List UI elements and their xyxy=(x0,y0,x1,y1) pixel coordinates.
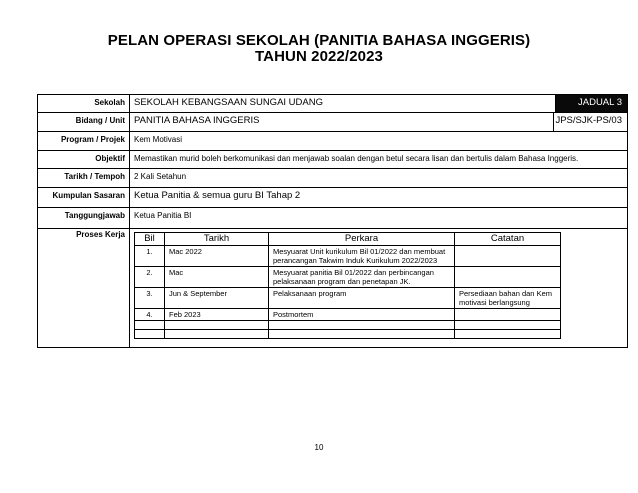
table-row xyxy=(135,330,561,339)
value-tanggungjawab: Ketua Panitia BI xyxy=(134,211,192,220)
table-row xyxy=(135,246,561,267)
label-tarikh: Tarikh / Tempoh xyxy=(38,169,130,187)
label-objektif: Objektif xyxy=(38,151,130,168)
cell-perkara: Postmortem xyxy=(269,309,455,321)
cell-tarikh xyxy=(165,330,269,339)
cell-bil: 2. xyxy=(135,267,165,288)
process-table-header xyxy=(135,233,561,246)
cell-perkara: Mesyuarat Unit kurikulum Bil 01/2022 dan membuat perancangan Takwim Induk Kurikulum 2022/2023 xyxy=(269,246,455,267)
value-objektif: Memastikan murid boleh berkomunikasi dan menjawab soalan dengan betul secara lisan dan bertulis dalam Bahasa Inggeris. xyxy=(134,154,579,163)
label-program: Program / Projek xyxy=(38,132,130,150)
table-row xyxy=(135,267,561,288)
cell-catatan xyxy=(455,330,561,339)
cell-catatan xyxy=(455,267,561,288)
table-row xyxy=(135,321,561,330)
cell-catatan: Persediaan bahan dan Kem motivasi berlangsung xyxy=(455,288,561,309)
row-bidang xyxy=(38,113,627,132)
cell-bil: 1. xyxy=(135,246,165,267)
cell-catatan xyxy=(455,246,561,267)
value-sekolah: SEKOLAH KEBANGSAAN SUNGAI UDANG xyxy=(134,97,323,108)
cell-bil xyxy=(135,321,165,330)
value-tarikh: 2 Kali Setahun xyxy=(134,172,187,181)
cell-tarikh: Mac xyxy=(165,267,269,288)
cell-tarikh: Jun & September xyxy=(165,288,269,309)
label-kumpulan: Kumpulan Sasaran xyxy=(38,188,130,207)
row-tarikh xyxy=(38,169,627,188)
cell-bil: 4. xyxy=(135,309,165,321)
value-program: Kem Motivasi xyxy=(134,135,183,144)
label-tanggungjawab: Tanggungjawab xyxy=(38,208,130,228)
table-row xyxy=(135,288,561,309)
value-kumpulan: Ketua Panitia & semua guru BI Tahap 2 xyxy=(134,190,301,201)
cell-perkara: Pelaksanaan program xyxy=(269,288,455,309)
cell-bil: 3. xyxy=(135,288,165,309)
cell-catatan xyxy=(455,309,561,321)
row-tanggungjawab xyxy=(38,208,627,229)
cell-bil xyxy=(135,330,165,339)
cell-perkara xyxy=(269,321,455,330)
row-kumpulan xyxy=(38,188,627,208)
cell-perkara: Mesyuarat panitia Bil 01/2022 dan perbincangan pelaksanaan program dan penetapan JK. xyxy=(269,267,455,288)
page-number: 10 xyxy=(314,443,324,452)
cell-tarikh xyxy=(165,321,269,330)
cell-tarikh: Feb 2023 xyxy=(165,309,269,321)
table-row xyxy=(135,309,561,321)
jadual-badge: JADUAL 3 xyxy=(555,95,627,112)
row-objektif xyxy=(38,151,627,169)
document-title: PELAN OPERASI SEKOLAH (PANITIA BAHASA INGGERIS) xyxy=(107,32,531,49)
header-catatan: Catatan xyxy=(455,233,561,246)
process-table xyxy=(134,232,561,339)
header-perkara: Perkara xyxy=(269,233,455,246)
label-sekolah: Sekolah xyxy=(38,95,130,112)
cell-tarikh: Mac 2022 xyxy=(165,246,269,267)
row-program xyxy=(38,132,627,151)
header-tarikh: Tarikh xyxy=(165,233,269,246)
value-bidang: PANITIA BAHASA INGGERIS xyxy=(134,115,260,126)
cell-perkara xyxy=(269,330,455,339)
label-bidang: Bidang / Unit xyxy=(38,113,130,131)
cell-catatan xyxy=(455,321,561,330)
header-bil: Bil xyxy=(135,233,165,246)
document-subtitle: TAHUN 2022/2023 xyxy=(255,48,383,65)
label-proses-kerja: Proses Kerja xyxy=(38,229,130,347)
document-code: JPS/SJK-PS/03 xyxy=(553,113,627,131)
row-sekolah xyxy=(38,95,627,113)
operation-plan-form xyxy=(37,94,628,348)
